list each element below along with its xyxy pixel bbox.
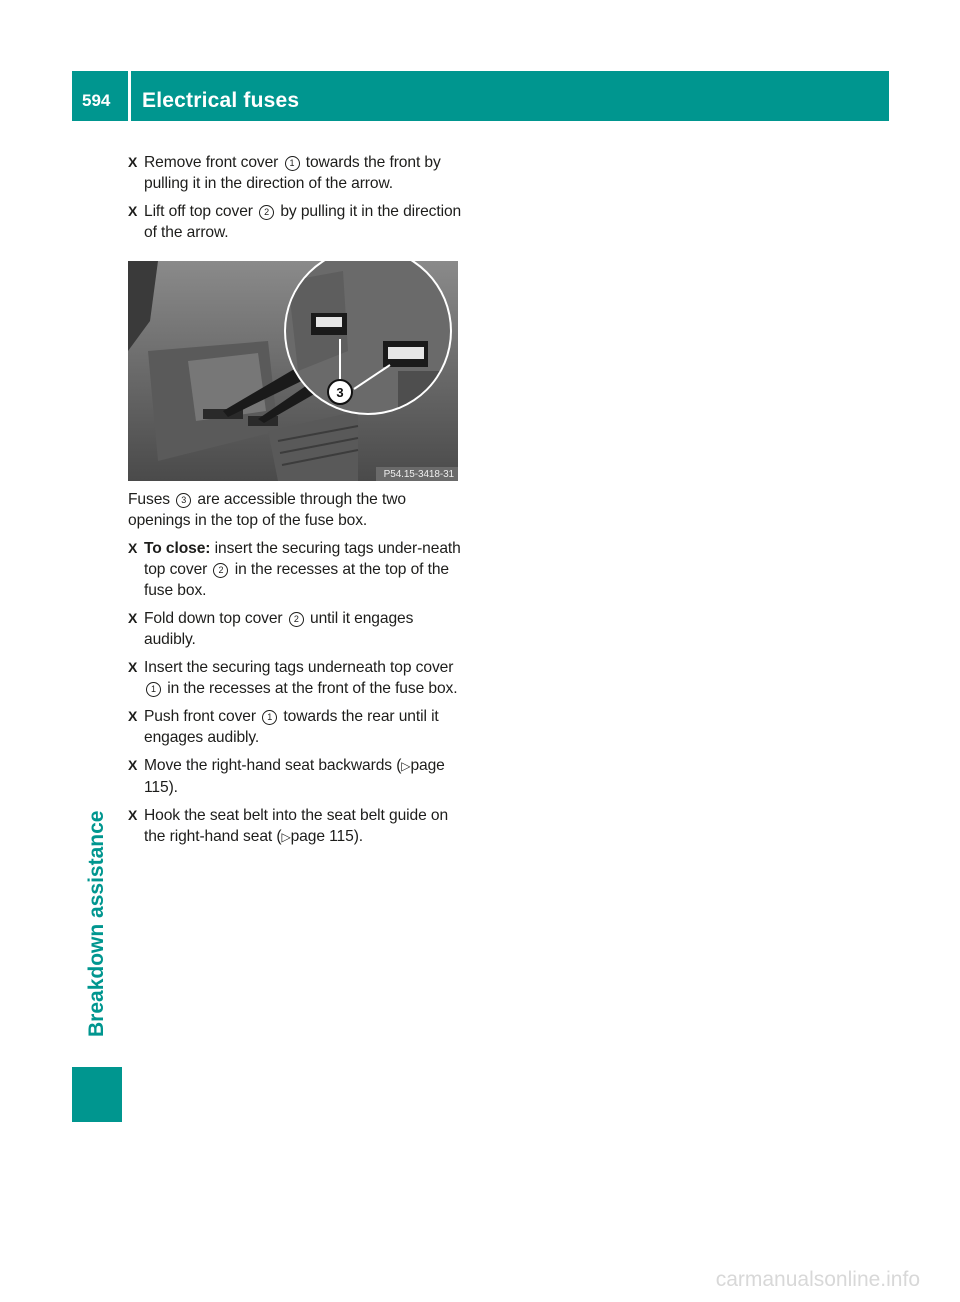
note-text: Fuses <box>128 491 175 508</box>
step-arrow-icon: X <box>128 807 138 823</box>
step-text: Fold down top cover <box>144 610 287 627</box>
step-text: until it engages audibly. <box>144 610 414 648</box>
fuse-box-illustration <box>128 261 458 481</box>
figure-callout: 3 <box>336 385 344 400</box>
side-tab-marker <box>72 1067 122 1122</box>
page-reference-link[interactable]: page 115 <box>290 828 354 845</box>
step-text: ). <box>353 828 364 845</box>
watermark: carmanualsonline.info <box>715 1268 920 1291</box>
callout-1-icon: 1 <box>146 682 161 697</box>
callout-1-icon: 1 <box>262 710 277 725</box>
note-text: are accessible through the two openings in the top of the fuse box. <box>128 491 406 529</box>
callout-2-icon: 2 <box>259 205 274 220</box>
section-title: Electrical fuses <box>142 89 300 112</box>
step-arrow-icon: X <box>128 540 138 556</box>
side-tab-label: Breakdown assistance <box>85 810 108 1037</box>
page-number: 594 <box>82 91 111 110</box>
header-divider <box>128 71 131 121</box>
callout-1-icon: 1 <box>285 156 300 171</box>
page-ref-arrow-icon: ▷ <box>281 830 291 844</box>
step-arrow-icon: X <box>128 610 138 626</box>
step-text: Move the right-hand seat backwards ( <box>144 757 402 774</box>
page-reference-link[interactable]: page 115 <box>144 757 445 796</box>
content-column <box>128 152 464 855</box>
fuse-box-photo <box>128 261 458 481</box>
figure-code: P54.15-3418-31 <box>383 469 454 480</box>
step-text: Push front cover <box>144 708 261 725</box>
step-arrow-icon: X <box>128 708 138 724</box>
step-text: towards the front by pulling it in the direction of the arrow. <box>144 154 441 192</box>
step-fold-down <box>128 608 464 650</box>
step-text: Insert the securing tags underneath top cover <box>144 659 454 676</box>
step-text: Hook the seat belt into the seat belt guide on the right-hand seat ( <box>144 807 449 845</box>
step-text: Lift off top cover <box>144 203 258 220</box>
step-to-close <box>128 538 464 601</box>
callout-2-icon: 2 <box>213 563 228 578</box>
step-text: towards the rear until it engages audibly. <box>144 708 439 746</box>
step-text: by pulling it in the direction of the arrow. <box>144 203 462 241</box>
step-arrow-icon: X <box>128 659 138 675</box>
step-text: in the recesses at the front of the fuse box. <box>163 680 458 697</box>
step-text: in the recesses at the top of the fuse box. <box>144 561 449 599</box>
step-move-seat <box>128 755 464 798</box>
side-tab <box>72 753 122 1053</box>
callout-2-icon: 2 <box>289 612 304 627</box>
step-insert-tags <box>128 657 464 699</box>
step-lift-top-cover <box>128 201 464 243</box>
step-text: ). <box>168 779 178 796</box>
callout-3-icon: 3 <box>176 493 191 508</box>
step-arrow-icon: X <box>128 154 138 170</box>
page-ref-arrow-icon: ▷ <box>401 759 411 773</box>
step-push-front-cover <box>128 706 464 748</box>
page-header <box>72 71 889 121</box>
step-text: insert the securing tags under-neath top cover <box>144 540 461 578</box>
step-arrow-icon: X <box>128 757 138 773</box>
step-text: Remove front cover <box>144 154 283 171</box>
fuses-note <box>128 489 464 531</box>
step-remove-front-cover <box>128 152 464 194</box>
to-close-label: To close: <box>144 540 211 557</box>
step-hook-belt <box>128 805 464 848</box>
step-arrow-icon: X <box>128 203 138 219</box>
